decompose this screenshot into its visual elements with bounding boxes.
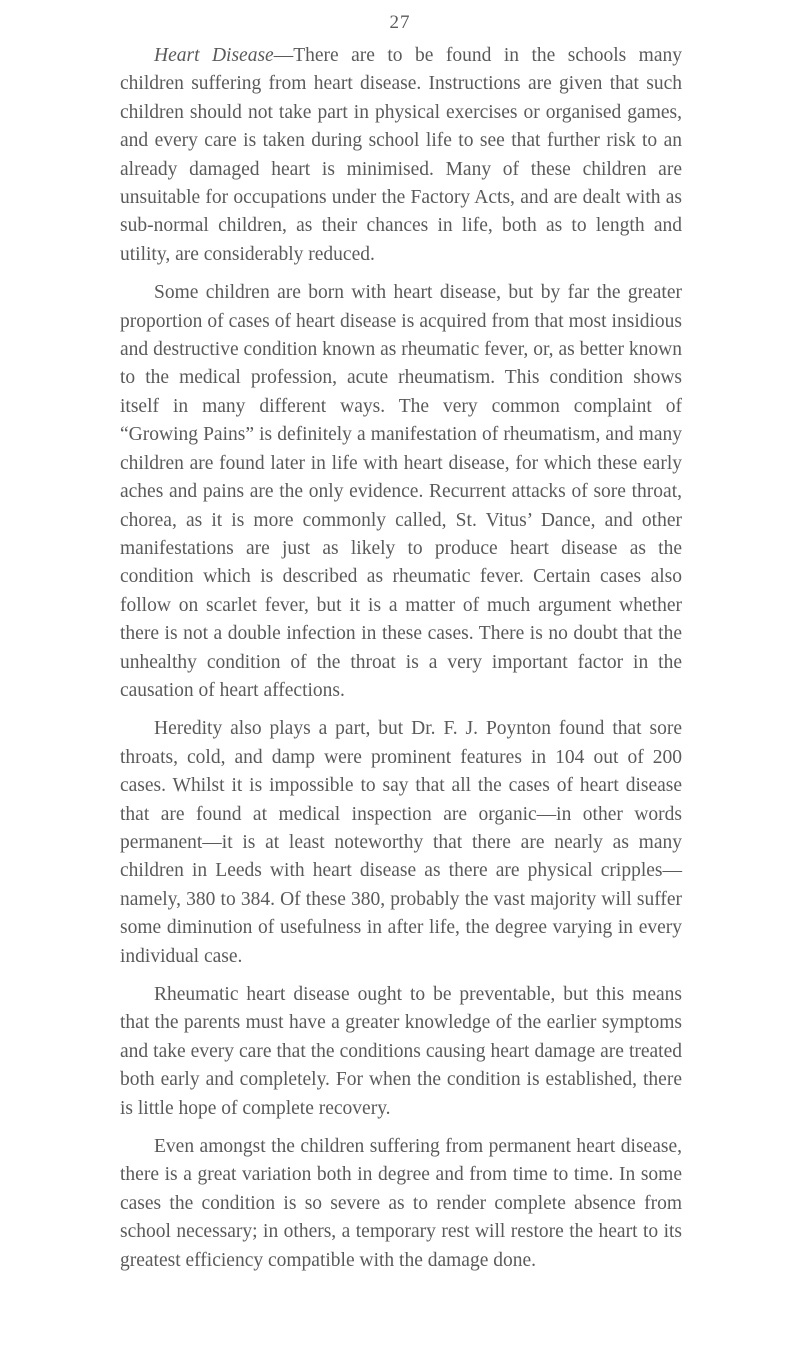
page-number: 27 <box>389 12 411 33</box>
paragraph-2: Some children are born with heart disease, but by far the greater proportion of cases of heart disease is acquired from that most insidious and destructive condition known as rheumatic fever, or, as better known to the medical profession, acute rheumatism. This condition shows itself in many different ways. The very common complaint of “Growing Pains” is definitely a manifestation of rheumatism, and many children are found later in life with heart disease, for which these early aches and pains are the only evidence. Recurrent attacks of sore throat, chorea, as it is more commonly called, St. Vitus’ Dance, and other manifestations are just as likely to produce heart disease as the condition which is described as rheumatic fever. Certain cases also follow on scarlet fever, but it is a matter of much argument whether there is not a double infection in these cases. There is no doubt that the unhealthy condition of the throat is a very important factor in the causation of heart affections. <box>120 282 682 701</box>
paragraph-4: Rheumatic heart disease ought to be preventable, but this means that the parents must have a greater knowledge of the earlier symptoms and take every care that the conditions causing heart damage are treated both early and completely. For when the condition is established, there is little hope of complete recovery. <box>120 984 682 1119</box>
paragraph-3: Heredity also plays a part, but Dr. F. J. Poynton found that sore throats, cold, and damp were prominent features in 104 out of 200 cases. Whilst it is impossible to say that all the cases of heart disease that are found at medical inspection are organic—in other words permanent—it is at least noteworthy that there are nearly as many children in Leeds with heart disease as there are physical cripples—namely, 380 to 384. Of these 380, probably the vast majority will suffer some diminution of usefulness in after life, the degree varying in every individual case. <box>120 718 682 967</box>
paragraph-5: Even amongst the children suffering from permanent heart disease, there is a great variation both in degree and from time to time. In some cases the condition is so severe as to render complete absence from school necessary; in others, a temporary rest will restore the heart to its greatest efficiency compatible with the damage done. <box>120 1136 682 1271</box>
paragraph-1 <box>120 42 682 269</box>
body-text <box>120 42 682 1285</box>
section-heading: Heart Disease <box>154 45 274 66</box>
heading-dash: — <box>273 45 294 66</box>
paragraph-1-text: There are to be found in the schools many children suffering from heart disease. Instructions are given that such children should not take part in physical exercises or organised games, and every care is taken during school life to see that further risk to an already damaged heart is minimised. Many of these children are unsuitable for occupations under the Factory Acts, and are dealt with as sub-normal children, as their chances in life, both as to length and utility, are considerably reduced. <box>120 45 683 265</box>
